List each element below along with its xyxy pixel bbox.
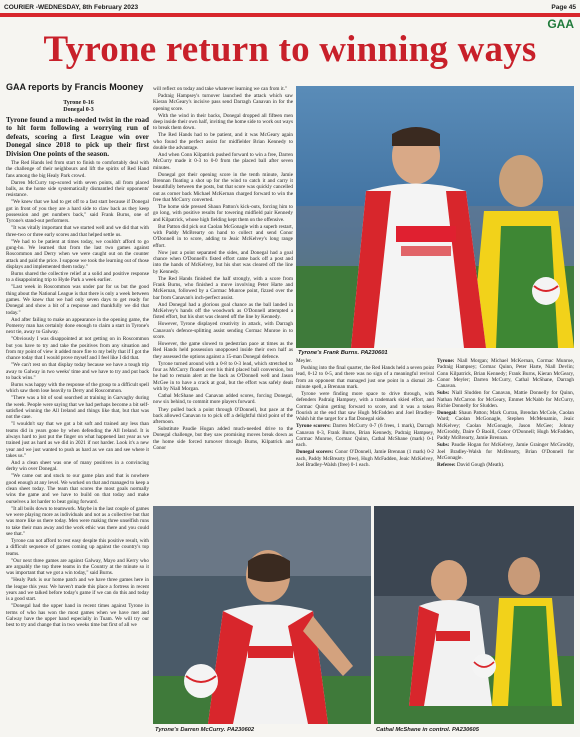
- paragraph: "There was a bit of soul searched at training in Garvaghy during the week. People were saying that we had perhaps become a bit self-satisfied winning the All Ireland and things like that, but that was not the case.: [6, 395, 149, 421]
- scorers-donegal: [296, 449, 434, 468]
- team-tyrone-text: Niall Morgan; Michael McKernan, Cormac Munroe, Padraig Hampsey; Cormac Quinn, Peter Harte, Niall Devlin; Conn Kilpatrick, Brian Kennedy; Frank Burns, Kieran McGeary, Conor Meyler; Darren McCurry, Cathal McShane, Darragh Canavan.: [437, 358, 574, 390]
- paragraph: Pushing into the final quarter, the Red Hands held a seven point lead, 0-12 to 0-5, and there was no sign of a meaningful revival from an opponent that managed just one point in a dismal 20-minute spell, a Brennan mark.: [296, 365, 434, 390]
- subs-donegal: [437, 442, 574, 461]
- subs-donegal-text: Paudie Hogan for McKelvey, Jamie Grainger McGroddy, Joel Bradley-Walsh for McBrearty, Brian O'Donnell for McGonagle.: [437, 442, 574, 461]
- paragraph: However, Tyrone displayed creativity in attack, with Darragh Canavan's defence-splitting assist sending Cormac Munroe in to score.: [153, 321, 293, 341]
- paragraph: "We knew that we had to get off to a fast start because if Donegal got in front of you they are a hard side to claw back as they keep possession and get numbers back," said Frank Burns, one of Tyrone's stand-out performers.: [6, 199, 149, 225]
- paragraph: "Obviously I was disappointed at not getting on in Roscommon but you have to try and take the positives from any situation and from my point of view it added more fire to my belly that if I got the chance today that I would prove myself and I feel like I did that.: [6, 336, 149, 362]
- score-line-donegal: Donegal 0-3: [63, 107, 94, 113]
- byline: GAA reports by Francis Mooney: [6, 82, 144, 92]
- team-tyrone: [437, 358, 574, 389]
- caption-mccurry: Tyrone's Darren McCurry. PA230602: [155, 727, 255, 733]
- mcshane-photo-image: [374, 506, 574, 724]
- paragraph: Tyrone were finding more space to drive through, with defenders Padraig Hampsey, with a trademark skied effort, and Cormac Quinn getting forward to score, and it was a token flourish at the end that saw Hugh McFadden and Joel Bradley-Walsh hit the target for a flat Donegal side.: [296, 391, 434, 423]
- paragraph: "Healy Park is our home patch and we have three games here in the league this year. We haven't made this place a fortress in recent years and we talked before today's game if we can do this and today is a good start.: [6, 577, 149, 603]
- label-subs-tyrone: Subs:: [437, 390, 450, 397]
- caption-mcshane: Cathal McShane in control. PA230605: [376, 727, 479, 733]
- paragraph: The Red Hands finished the half strongly, with a score from Frank Burns, who finished a move involving Peter Harte and McKernan, followed by a Cormac Munroe point, fizzed over the bar from Canavan's inch-perfect assist.: [153, 275, 293, 301]
- paragraph: will reflect on today and take whatever learning we can from it.": [153, 86, 288, 92]
- article-column-3: [296, 358, 434, 506]
- paragraph: "Donegal had the upper hand in recent times against Tyrone in terms of who has won the most games when we have met and Galway have the upper hand especially in Tuam. We will try our best to try and change that in two weeks time but first of all we: [6, 603, 149, 629]
- label-subs-donegal: Subs:: [437, 442, 450, 449]
- paragraph: Substitute Paudie Hogan added much-needed drive to the Donegal challenge, but they saw promising moves break down as the home side forced turnover through Burns, Kilpatrick and Conor: [153, 426, 293, 452]
- photo-frank-burns: [296, 86, 574, 348]
- label-donegal-team: Donegal:: [437, 409, 457, 416]
- photo-darren-mccurry: [153, 506, 371, 724]
- score-summary: [6, 100, 151, 114]
- mccurry-photo-image: [153, 506, 371, 724]
- caption-burns: Tyrone's Frank Burns. PA230601: [298, 350, 388, 356]
- article-column-2: [153, 86, 293, 500]
- paragraph: They pulled back a point through O'Donnell, but pace at the back allowed Canavan to to pick off a delightful third point of the afternoon.: [153, 406, 293, 426]
- paragraph: "We came out and stuck to our game plan and that is nowhere good enough at any level. We worked on that and managed to keep a clean sheet today. The team that scores the most goals normally wins the game and we have to build on that today and make ourselves a lot harder to beat going forward.: [6, 473, 149, 505]
- paragraph: Darren McCurry top-scored with seven points, all from placed balls, as the home side systematically dismantled their opponents' resistance.: [6, 179, 149, 199]
- subs-tyrone-text: Niall Sludden for Canavan, Mattie Donnelly for Quinn, Nathan McCarron for McGeary, Emmet McNabb for McCurry, Richie Donnelly for Sludden.: [437, 390, 574, 409]
- paragraph: With the wind in their backs, Donegal dropped all fifteen men deep inside their own half, inviting the home side to work out ways to break them down.: [153, 112, 293, 132]
- paragraph: However, the game slowed to pedestrian pace at times as the Red Hands held possession unopposed inside their own half as they assessed the options against a 15-man Donegal defence.: [153, 341, 293, 360]
- page-number: Page 45: [551, 4, 576, 11]
- paragraph: And when Conn Kilpatrick pushed forward to win a free, Darren McCurry made it 0-3 to 0-0 from the placed ball after seven minutes.: [153, 152, 293, 171]
- scorers-tyrone-text: Darren McCurry 0-7 (6 frees, 1 mark), Darragh Canavan 0-3, Frank Burns, Brian Kennedy, Padraig Hampsey, Cormac Munroe, Cormac Quinn, Cathal McShane (mark) 0-1 each.: [296, 423, 434, 449]
- paragraph: "Last week in Roscommon was under par for us but the good thing about the National League is that there is only a week between games. We knew that we had only seven days to get ready for Donegal and show a bit of a response and thankfully we did that today.": [6, 284, 149, 316]
- paragraph: The home side pressed Shaun Patton's kick-outs, forcing him to go long, with positive results for towering midfield pair Kennedy and Kilpatrick, whose high fielding kept them on the offensive.: [153, 204, 293, 223]
- referee-text: David Gough (Meath).: [456, 461, 505, 468]
- paragraph: "I wouldn't say that we got a bit soft and trained any less than teams did in years gone by when defending the All Ireland. It is always hard to just put the finger on what happened last year as we trained just as hard as we did in 2021 if not harder. Look it's a new year and we just wanted to push as hard as we can and see where it takes us.": [6, 421, 149, 459]
- paragraph: Cathal McShane and Canavan added scores, forcing Donegal, now six behind, to commit more players forward.: [153, 393, 293, 406]
- paragraph: Burns shared the collective relief at a solid and positive response to a disappointing trip to Hyde Park a week earlier.: [6, 271, 149, 284]
- scorers-tyrone: [296, 423, 434, 448]
- paragraph: And after failing to make an appearance in the opening game, the Pomeroy man has certainly done enough to claim a start in Tyrone's next tie, away to Galway.: [6, 316, 149, 336]
- photo-cathal-mcshane: [374, 506, 574, 724]
- paragraph: Tyrone can not afford to rest easy despite this positive result, with a difficult sequence of games coming up against the country's top teams.: [6, 538, 149, 557]
- scorers-donegal-text: Conor O'Donnell, Jamie Brennan (1 mark) 0-2 each, Paddy McBrearty (free), Hugh McFadden, Jeaic McKelvey, Joel Bradley-Walsh (free) 0-1 each.: [296, 449, 434, 468]
- paragraph: Burns was happy with the response of the group to a difficult spell which saw them lose heavily to Derry and Roscommon.: [6, 382, 149, 395]
- paragraph: "It all boils down to teamwork. Maybe in the last couple of games we were playing more as individuals and not as a collective but that was more like us there today. Men were making three unselfish runs to take their man away and the work ethic was there and you could see that.": [6, 505, 149, 537]
- article-column-1: [6, 116, 149, 734]
- paragraph: Meyler.: [296, 358, 312, 364]
- team-donegal: [437, 410, 574, 441]
- paragraph: "We had to be patient at times today, we couldn't afford to go gung-ho. We learned that from the last two games against Roscommon and Derry when we were caught out on the counter attack and paid the price. I suppose we took the learning out of those displays and implemented them today.": [6, 238, 149, 270]
- label-donegal-scorers: Donegal scorers:: [296, 449, 334, 456]
- header-date: COURIER -WEDNESDAY, 8th February 2023: [4, 4, 139, 11]
- paragraph: Tyrone turned around with a 0-8 to 0-3 lead, which stretched to four as McCurry floated over his third placed ball conversion, but he had to remain alert at the back as O'Donnell well and Jason McGee in to have a crack at goal, but the effort was safely dealt with by Niall Morgan.: [153, 360, 293, 393]
- paragraph: "We can't rest on that display today because we have a tough trip away to Galway in two weeks' time and we have to try and put back to back wins.": [6, 362, 149, 381]
- paragraph: The Red Hands led from start to finish to comfortably deal with the challenge of their neighbours and lift the spirits of Red Hand fans among the big Healy Park crowd.: [6, 160, 149, 179]
- paragraph: But Patton did pick out Caolan McGonagle with a superb restart, with Paddy McBrearty on hand to collect and send Conor O'Donnell in to score, adding to Jeaic McKelvey's long range effort.: [153, 223, 293, 249]
- paragraph: And Donegal had a glorious goal chance as the ball landed in McKelvey's hands off the woodwork as O'Donnell attempted a fisted effort, but his shot was cleared off the line by Kennedy.: [153, 301, 293, 321]
- section-label: GAA: [547, 17, 574, 31]
- paragraph: Now just a point separated the sides, and Donegal had a goal chance when O'Donnell's fisted effort came back off a post and into the hands of McKelvey, but his shot was cleared off the line by Kennedy.: [153, 249, 293, 275]
- paragraph: And a clean sheet was one of many positives in a convincing derby win over Donegal.: [6, 460, 149, 473]
- headline: Tyrone return to winning ways: [43, 29, 537, 70]
- paragraph: The Red Hands had to be patient, and it was McGeary again who found the perfect assist for midfielder Brian Kennedy to double the advantage.: [153, 132, 293, 152]
- team-donegal-text: Shaun Patton; Mark Curran, Brendan McCole, Caolan Ward; Caolan McGonagle, Stephen McMenamin, Jeaic McKelvey; Caolan McGonagle, Jason McGee; Johnny McGroddy, Daire Ó Baoill, Conor O'Donnell; Hugh McFadden, Paddy McBrearty, Jamie Brennan.: [437, 409, 574, 442]
- header-rule: [0, 13, 580, 17]
- paragraph: "It was vitally important that we started well and we did that with three-two or three early scores and that helped settle us.: [6, 225, 149, 238]
- paragraph: "Our next three games are against Galway, Mayo and Kerry who are arguably the top three teams in the Country at the minute so it was important that we got a win today," said Burns.: [6, 557, 149, 577]
- article-intro: Tyrone found a much-needed twist in the road to hit form following a worrying run of defeats, scoring a first League win over Donegal since 2018 to pick up their first Division One points of the season.: [6, 116, 149, 158]
- referee: [437, 462, 574, 468]
- label-referee: Referee:: [437, 461, 456, 468]
- subs-tyrone: [437, 390, 574, 409]
- page-header: [4, 3, 576, 13]
- label-tyrone-scorers: Tyrone scorers:: [296, 423, 331, 430]
- article-column-4: [437, 358, 574, 506]
- paragraph: Padraig Hampsey's turnover launched the attack which saw Kieran McGeary's incisive pass send Darragh Canavan in for the opening score.: [153, 93, 293, 112]
- paragraph: Donegal got their opening score in the tenth minute, Jamie Brennan floating a shot up for the wind to catch it and carry it beautifully between the posts, but that score was quickly cancelled out as corner back Michael McKernan charged forward to win the free that McCurry converted.: [153, 171, 293, 204]
- label-tyrone-team: Tyrone:: [437, 358, 455, 364]
- burns-photo-image: [296, 86, 574, 348]
- score-line-tyrone: Tyrone 0-16: [63, 100, 94, 106]
